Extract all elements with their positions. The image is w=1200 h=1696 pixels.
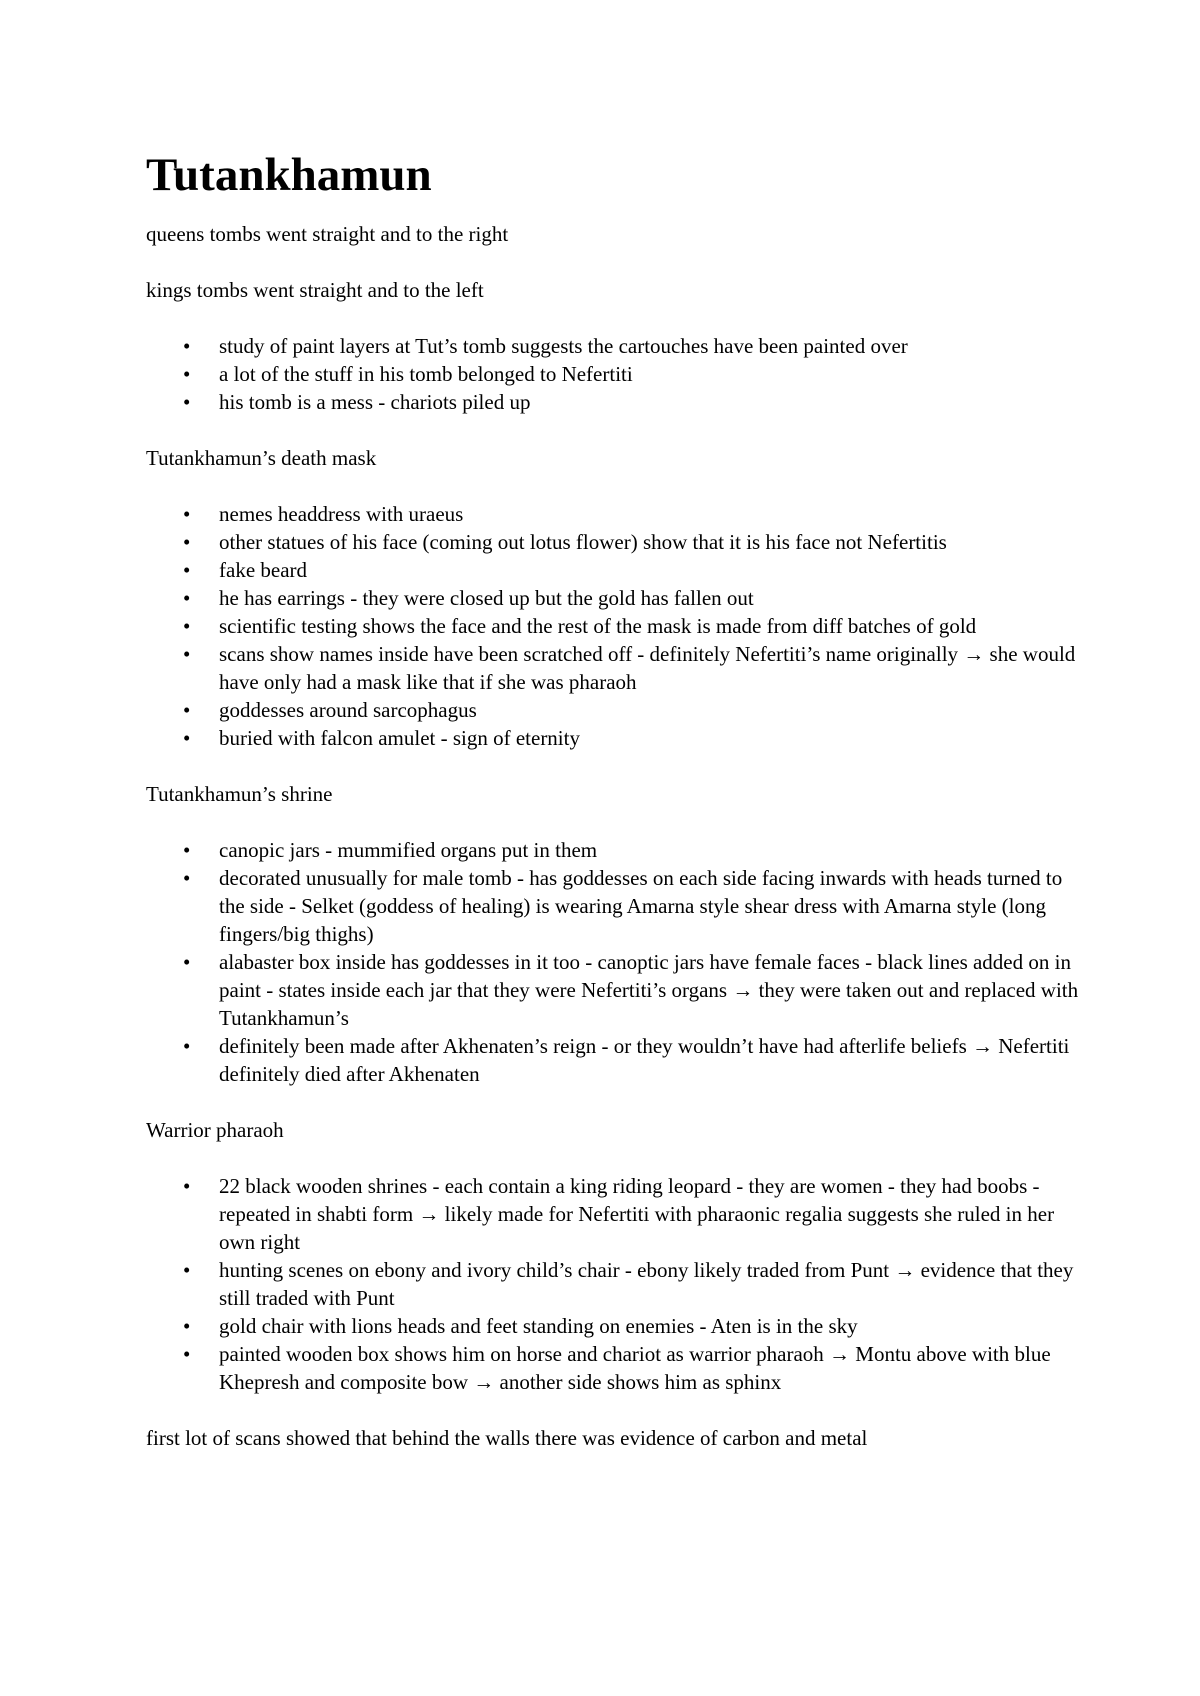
bullet-icon: •: [183, 1314, 191, 1338]
bullet-icon: •: [183, 726, 191, 750]
list-warrior-pharaoh: [146, 1172, 1086, 1396]
list-item: • goddesses around sarcophagus: [183, 698, 477, 722]
paragraph-kings-tombs: kings tombs went straight and to the left: [146, 278, 484, 302]
list-item: • alabaster box inside has goddesses in it too - canoptic jars have female faces - black lines added on in paint - states inside each jar that they were Nefertiti’s organs → they were taken out and replaced with Tutankhamun’s: [183, 950, 1079, 1030]
document-title: Tutankhamun: [146, 149, 432, 201]
list-item: • scientific testing shows the face and the rest of the mask is made from diff batches of gold: [183, 614, 977, 638]
bullet-icon: •: [183, 1174, 191, 1198]
bullet-icon: •: [183, 1258, 191, 1282]
bullet-icon: •: [183, 698, 191, 722]
bullet-icon: •: [183, 642, 191, 666]
bullet-icon: •: [183, 838, 191, 862]
list-item: • scans show names inside have been scratched off - definitely Nefertiti’s name originally → she would have only had a mask like that if she was pharaoh: [183, 642, 1076, 694]
list-tomb-notes: [146, 332, 1086, 416]
list-item: • nemes headdress with uraeus: [183, 502, 464, 526]
bullet-icon: •: [183, 502, 191, 526]
list-death-mask: [146, 500, 1086, 752]
list-item: • hunting scenes on ebony and ivory child’s chair - ebony likely traded from Punt → evidence that they still traded with Punt: [183, 1258, 1074, 1310]
list-item: • other statues of his face (coming out lotus flower) show that it is his face not Nefertitis: [183, 530, 947, 554]
bullet-icon: •: [183, 866, 191, 890]
bullet-icon: •: [183, 614, 191, 638]
list-item: • 22 black wooden shrines - each contain a king riding leopard - they are women - they had boobs - repeated in shabti form → likely made for Nefertiti with pharaonic regalia suggests she ruled in her own right: [183, 1174, 1055, 1254]
list-item: • buried with falcon amulet - sign of eternity: [183, 726, 580, 750]
heading-warrior-pharaoh: Warrior pharaoh: [146, 1118, 284, 1142]
list-item: • canopic jars - mummified organs put in them: [183, 838, 598, 862]
document-page: [146, 148, 1086, 1480]
list-item: • he has earrings - they were closed up but the gold has fallen out: [183, 586, 754, 610]
list-item: • decorated unusually for male tomb - has goddesses on each side facing inwards with heads turned to the side - Selket (goddess of healing) is wearing Amarna style shear dress with Amarna style (long fingers/big thighs): [183, 866, 1063, 946]
bullet-icon: •: [183, 390, 191, 414]
list-item: • definitely been made after Akhenaten’s reign - or they wouldn’t have had afterlife beliefs → Nefertiti definitely died after Akhenaten: [183, 1034, 1070, 1086]
bullet-icon: •: [183, 586, 191, 610]
paragraph-scans: first lot of scans showed that behind the walls there was evidence of carbon and metal: [146, 1426, 868, 1450]
bullet-icon: •: [183, 1342, 191, 1366]
list-item: • a lot of the stuff in his tomb belonged to Nefertiti: [183, 362, 633, 386]
heading-death-mask: Tutankhamun’s death mask: [146, 446, 377, 470]
bullet-icon: •: [183, 530, 191, 554]
heading-shrine: Tutankhamun’s shrine: [146, 782, 333, 806]
bullet-icon: •: [183, 950, 191, 974]
list-item: • study of paint layers at Tut’s tomb suggests the cartouches have been painted over: [183, 334, 908, 358]
list-shrine: [146, 836, 1086, 1088]
bullet-icon: •: [183, 1034, 191, 1058]
bullet-icon: •: [183, 362, 191, 386]
list-item: • his tomb is a mess - chariots piled up: [183, 390, 531, 414]
paragraph-queens-tombs: queens tombs went straight and to the right: [146, 222, 509, 246]
list-item: • gold chair with lions heads and feet standing on enemies - Aten is in the sky: [183, 1314, 858, 1338]
bullet-icon: •: [183, 558, 191, 582]
bullet-icon: •: [183, 334, 191, 358]
list-item: • fake beard: [183, 558, 308, 582]
list-item: • painted wooden box shows him on horse and chariot as warrior pharaoh → Montu above with blue Khepresh and composite bow → another side shows him as sphinx: [183, 1342, 1051, 1394]
